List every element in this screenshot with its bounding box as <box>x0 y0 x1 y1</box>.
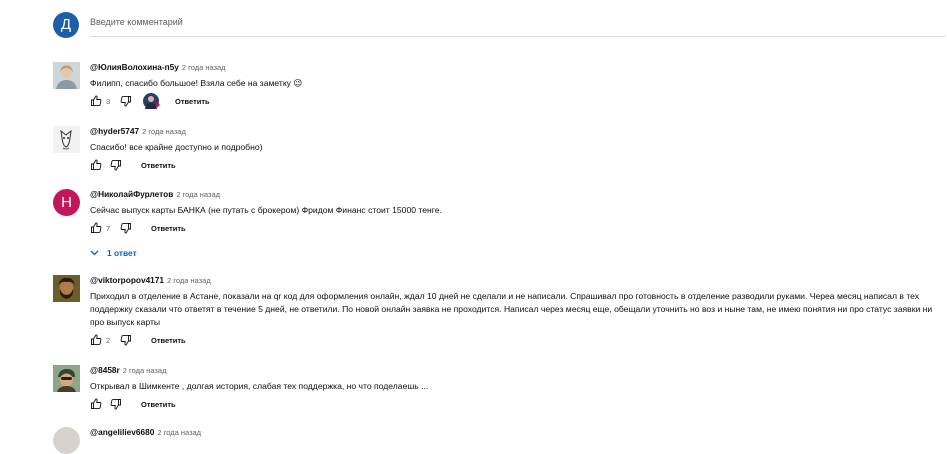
comment-author[interactable]: @8458r <box>90 365 120 375</box>
replies-count-label: 1 ответ <box>107 248 137 258</box>
like-icon[interactable] <box>90 222 102 234</box>
like-count: 7 <box>106 224 111 233</box>
avatar[interactable] <box>53 427 80 454</box>
dislike-icon[interactable] <box>120 222 132 234</box>
avatar[interactable] <box>53 275 80 302</box>
comment-composer <box>53 12 947 40</box>
avatar[interactable] <box>53 365 80 392</box>
avatar[interactable] <box>53 62 80 89</box>
heart-icon: ♥ <box>155 101 160 110</box>
comment-input[interactable] <box>90 14 945 37</box>
comment-author[interactable]: @ЮлияВолохина-п5у <box>90 62 179 72</box>
comment-time[interactable]: 2 года назад <box>181 63 226 72</box>
comment-author[interactable]: @angeliliev6680 <box>90 427 155 437</box>
comment-author[interactable]: @viktorpopov4171 <box>90 275 165 285</box>
creator-heart-badge <box>143 93 159 109</box>
avatar[interactable] <box>53 126 80 153</box>
dislike-icon[interactable] <box>120 334 132 346</box>
comment-time[interactable]: 2 года назад <box>176 190 220 199</box>
comment-text: Открывал в Шимкенте , долгая история, слабая тех поддержка, но что поделаешь ... <box>90 381 429 391</box>
reply-button[interactable]: Ответить <box>141 161 176 170</box>
comment-time[interactable]: 2 года назад <box>167 276 211 285</box>
comment-author[interactable]: @НиколайФурлетов <box>90 189 174 199</box>
comment-text: Спасибо! все крайне доступно и подробно) <box>90 142 263 152</box>
chevron-down-icon <box>90 248 99 258</box>
like-count: 2 <box>106 336 111 345</box>
comment-author[interactable]: @hyder5747 <box>90 126 140 136</box>
dislike-icon[interactable] <box>110 159 122 171</box>
reply-button[interactable]: Ответить <box>141 400 176 409</box>
comment-time[interactable]: 2 года назад <box>157 428 202 437</box>
like-icon[interactable] <box>90 95 102 107</box>
dislike-icon[interactable] <box>120 95 132 107</box>
comment-time[interactable]: 2 года назад <box>142 127 186 136</box>
avatar[interactable]: Н <box>53 189 80 216</box>
user-avatar[interactable]: Д <box>53 12 79 38</box>
like-icon[interactable] <box>90 398 102 410</box>
dislike-icon[interactable] <box>110 398 122 410</box>
reply-button[interactable]: Ответить <box>151 336 186 345</box>
reply-button[interactable]: Ответить <box>151 224 186 233</box>
like-count: 3 <box>106 97 111 106</box>
comment-text: Приходил в отделение в Астане, показали на qr код для оформления онлайн, ждал 10 дней не сделали и не написали. Спрашивал про готовность в отделение разводили руками. Череа месяц написал в тех поддержку сказали что ответят в течение 5 дней, не ответили. По новой онлайн заявка не проходится. Написал через месяц еще, обещали уточнить но воз и ныне там, не имею понятия ни про статус заявки ни про выпуск карты <box>90 291 933 327</box>
like-icon[interactable] <box>90 159 102 171</box>
comment-time[interactable]: 2 года назад <box>122 366 167 375</box>
reply-button[interactable]: Ответить <box>175 97 210 106</box>
comment-text: Сейчас выпуск карты БАНКА (не путать с брокером) Фридом Финанс стоит 15000 тенге. <box>90 205 442 215</box>
replies-toggle[interactable] <box>90 248 137 258</box>
comment-text: Филипп, спасибо большое! Взяла себе на заметку 😉 <box>90 78 303 88</box>
like-icon[interactable] <box>90 334 102 346</box>
